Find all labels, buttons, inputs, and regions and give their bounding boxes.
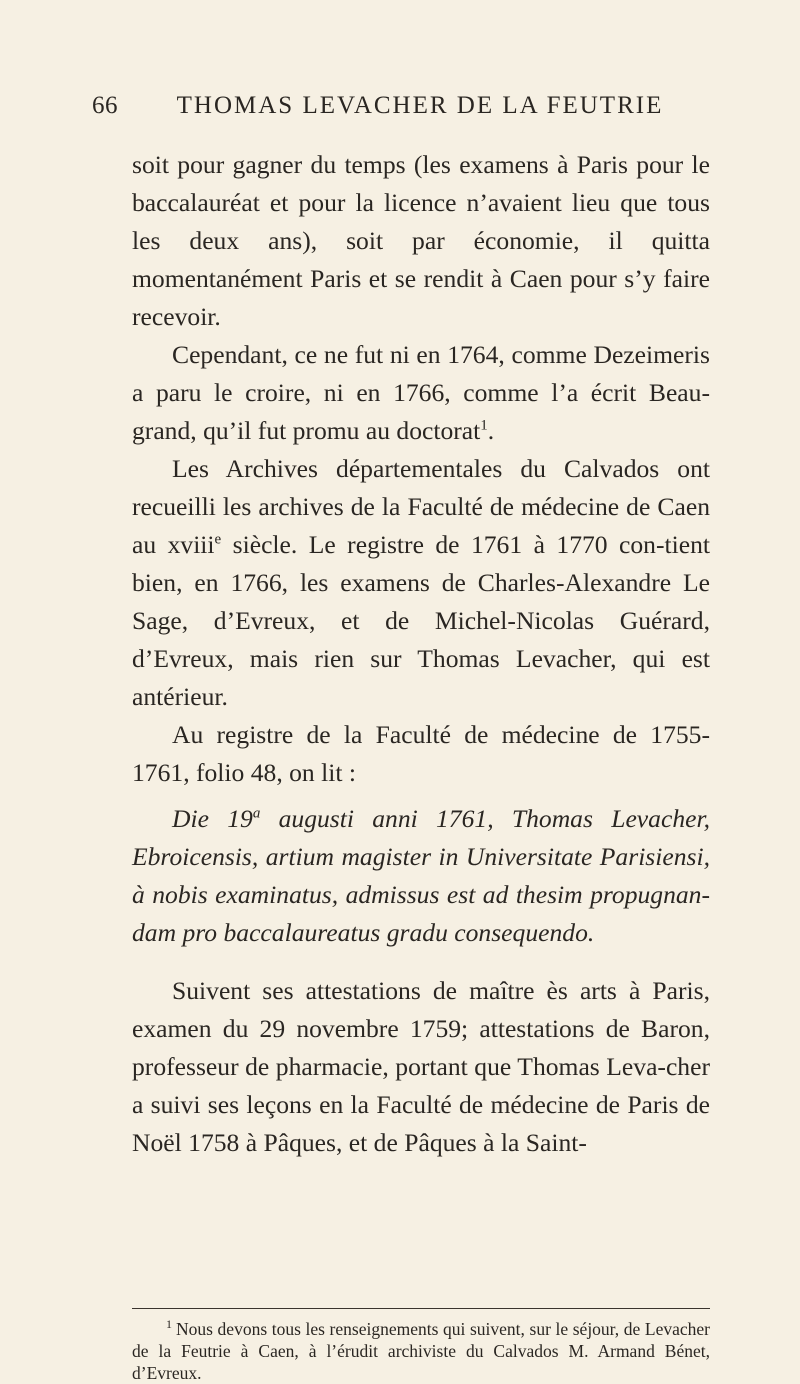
footnote-reference: 1	[480, 417, 488, 434]
footnote	[132, 1318, 710, 1384]
paragraph-3-start: Les Archives départementales du Calvados ont recueilli les archives de la Faculté de médecine de Caen au xviii	[132, 454, 710, 559]
latin-start: Die 19	[172, 804, 253, 833]
latin-quotation	[132, 800, 710, 952]
footnote-divider	[132, 1308, 710, 1309]
footnote-text: Nous devons tous les renseignements qui suivent, sur le séjour, de Levacher de la Feutrie à Caen, à l’érudit archiviste du Calvados M. Armand Bénet, d’Evreux.	[132, 1319, 710, 1383]
paragraph-4: Au registre de la Faculté de médecine de 1755-1761, folio 48, on lit :	[132, 720, 710, 787]
paragraph-2-end: .	[487, 416, 495, 445]
paragraph-5: Suivent ses attestations de maître ès arts à Paris, examen du 29 novembre 1759; attestations de Baron, professeur de pharmacie, portant que Thomas Leva-cher a suivi ses leçons en la Faculté de médecine de Paris de Noël 1758 à Pâques, et de Pâques à la Saint-	[132, 976, 710, 1157]
paragraph-3-rest: siècle. Le registre de 1761 à 1770 con-tient bien, en 1766, les examens de Charles-Alexandre Le Sage, d’Evreux, et de Michel-Nicolas Guérard, d’Evreux, mais rien sur Thomas Levacher, qui est antérieur.	[132, 530, 710, 711]
page-number: 66	[92, 92, 118, 119]
paragraph-2-text: Cependant, ce ne fut ni en 1764, comme Dezeimeris a paru le croire, ni en 1766, comme l’a écrit Beau-grand, qu’il fut promu au doctorat	[132, 340, 710, 445]
paragraph-2	[132, 336, 710, 450]
paragraph-1: soit pour gagner du temps (les examens à Paris pour le baccalauréat et pour la licence n’avaient lieu que tous les deux ans), soit par économie, il quitta momentanément Paris et se rendit à Caen pour s’y faire recevoir.	[132, 150, 710, 331]
running-title: THOMAS LEVACHER DE LA FEUTRIE	[176, 92, 664, 119]
body-text	[132, 146, 710, 1162]
century-superscript: e	[214, 531, 222, 548]
footnote-mark: 1	[166, 1317, 172, 1332]
latin-rest: augusti anni 1761, Thomas Levacher, Ebroicensis, artium magister in Universitate Parisiensi, à nobis examinatus, admissus est ad thesim propugnan-dam pro baccalaureatus gradu consequendo.	[132, 804, 710, 947]
latin-superscript: a	[252, 805, 261, 822]
page-header	[0, 92, 800, 132]
paragraph-3	[132, 450, 710, 716]
